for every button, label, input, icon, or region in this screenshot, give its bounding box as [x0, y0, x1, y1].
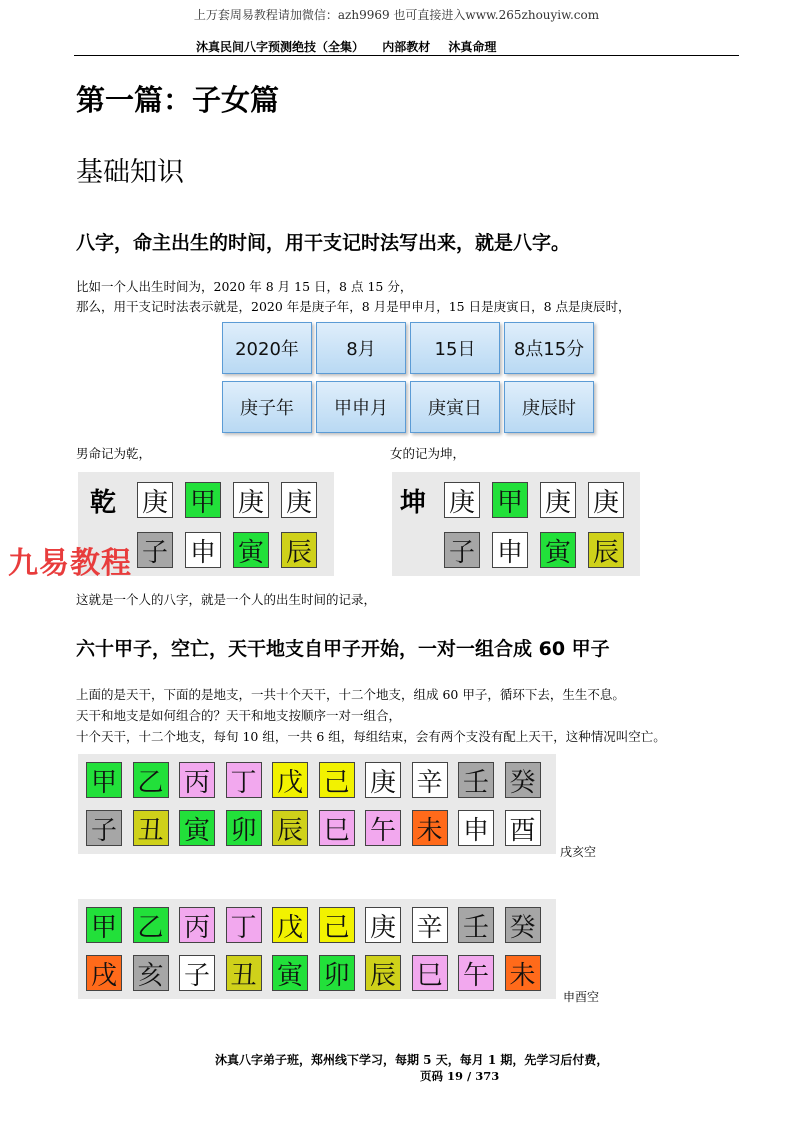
- heading-bazi: 八字，命主出生的时间，用干支记时法写出来，就是八字。: [76, 232, 571, 254]
- male-caption: 男命记为乾，: [76, 446, 152, 461]
- section-title: 基础知识: [76, 157, 184, 188]
- female-caption: 女的记为坤，: [390, 446, 466, 461]
- kun-label: 坤: [400, 488, 427, 518]
- ganzhi-box-day: 庚寅日: [410, 381, 500, 433]
- footer-page-label: 页码: [420, 1069, 443, 1083]
- xun2-void: 申酉空: [563, 990, 600, 1004]
- xun1-stem-cell-4: 戊: [272, 762, 308, 798]
- ganzhi-box-month: 甲申月: [316, 381, 406, 433]
- qian-label: 乾: [90, 488, 117, 518]
- kun-stem-cell-1: 甲: [492, 482, 528, 518]
- ganzhi-box-hour: 庚辰时: [504, 381, 594, 433]
- kun-branch-cell-0: 子: [444, 532, 480, 568]
- xun2-stem-cell-2: 丙: [179, 907, 215, 943]
- heading-sixty-jiazi: 六十甲子，空亡，天干地支自甲子开始，一对一组合成 60 甲子: [76, 638, 610, 660]
- xun2-stem-cell-0: 甲: [86, 907, 122, 943]
- xun2-branch-cell-8: 午: [458, 955, 494, 991]
- xun1-stem-cell-9: 癸: [505, 762, 541, 798]
- header-title: 沐真民间八字预测绝技（全集）: [196, 40, 365, 54]
- header-author: 沐真命理: [448, 40, 497, 54]
- qian-branch-cell-2: 寅: [233, 532, 269, 568]
- kun-stem-cell-0: 庚: [444, 482, 480, 518]
- kun-branch-cell-3: 辰: [588, 532, 624, 568]
- footer-notice: 沐真八字弟子班，郑州线下学习，每期 5 天，每月 1 期，先学习后付费，: [215, 1053, 609, 1067]
- qian-branch-cell-0: 子: [137, 532, 173, 568]
- xun2-stem-cell-3: 丁: [226, 907, 262, 943]
- date-box-month: 8月: [316, 322, 406, 374]
- xun1-stem-cell-5: 己: [319, 762, 355, 798]
- qian-stem-cell-2: 庚: [233, 482, 269, 518]
- xun1-branch-cell-3: 卯: [226, 810, 262, 846]
- qian-stem-cell-3: 庚: [281, 482, 317, 518]
- kun-stem-cell-2: 庚: [540, 482, 576, 518]
- top-note: 上万套周易教程请加微信：azh9969 也可直接进入www.265zhouyiw.com: [193, 8, 600, 22]
- paragraph-line: 上面的是天干，下面的是地支，一共十个天干，十二个地支，组成 60 甲子，循环下去，生生不息。: [76, 687, 625, 702]
- header-tag: 内部教材: [382, 40, 431, 54]
- kun-branch-cell-2: 寅: [540, 532, 576, 568]
- paragraph-line: 这就是一个人的八字，就是一个人的出生时间的记录，: [76, 592, 377, 607]
- xun2-stem-cell-1: 乙: [133, 907, 169, 943]
- xun2-branch-cell-2: 子: [179, 955, 215, 991]
- xun1-stem-cell-3: 丁: [226, 762, 262, 798]
- footer-page: [420, 1068, 499, 1084]
- date-box-day: 15日: [410, 322, 500, 374]
- paragraph-line: 天干和地支是如何组合的？天干和地支按顺序一对一组合，: [76, 708, 402, 723]
- xun1-branch-cell-4: 辰: [272, 810, 308, 846]
- xun1-branch-cell-6: 午: [365, 810, 401, 846]
- qian-stem-cell-1: 甲: [185, 482, 221, 518]
- xun1-stem-cell-7: 辛: [412, 762, 448, 798]
- xun2-stem-cell-6: 庚: [365, 907, 401, 943]
- xun2-branch-cell-6: 辰: [365, 955, 401, 991]
- xun1-branch-cell-9: 酉: [505, 810, 541, 846]
- xun1-branch-cell-1: 丑: [133, 810, 169, 846]
- kun-branch-cell-1: 申: [492, 532, 528, 568]
- page-header: [196, 38, 510, 55]
- xun2-branch-cell-5: 卯: [319, 955, 355, 991]
- xun2-branch-cell-9: 未: [505, 955, 541, 991]
- paragraph-line: 十个天干，十二个地支，每旬 10 组，一共 6 组，每组结束，会有两个支没有配上天干，这种情况叫空亡。: [76, 729, 666, 744]
- chapter-title: 第一篇：子女篇: [76, 83, 280, 117]
- xun1-stem-cell-0: 甲: [86, 762, 122, 798]
- xun1-branch-cell-2: 寅: [179, 810, 215, 846]
- xun1-void: 戌亥空: [560, 845, 597, 859]
- kun-stem-cell-3: 庚: [588, 482, 624, 518]
- xun2-stem-cell-8: 壬: [458, 907, 494, 943]
- paragraph-line: 那么，用干支记时法表示就是，2020 年是庚子年，8 月是甲申月，15 日是庚寅日，8 点是庚辰时，: [76, 299, 631, 314]
- paragraph-line: 比如一个人出生时间为，2020 年 8 月 15 日，8 点 15 分，: [76, 279, 413, 294]
- date-box-year: 2020年: [222, 322, 312, 374]
- xun1-stem-cell-1: 乙: [133, 762, 169, 798]
- xun2-stem-cell-5: 己: [319, 907, 355, 943]
- brand-watermark: 九易教程: [8, 546, 132, 581]
- xun1-branch-cell-7: 未: [412, 810, 448, 846]
- xun1-branch-cell-8: 申: [458, 810, 494, 846]
- xun2-branch-cell-1: 亥: [133, 955, 169, 991]
- xun1-stem-cell-8: 壬: [458, 762, 494, 798]
- xun1-stem-cell-6: 庚: [365, 762, 401, 798]
- qian-stem-cell-0: 庚: [137, 482, 173, 518]
- xun1-branch-cell-0: 子: [86, 810, 122, 846]
- xun2-branch-cell-7: 巳: [412, 955, 448, 991]
- xun2-stem-cell-9: 癸: [505, 907, 541, 943]
- xun2-branch-cell-0: 戌: [86, 955, 122, 991]
- footer-page-number: 19 / 373: [447, 1069, 500, 1083]
- header-rule: [74, 55, 739, 56]
- xun2-branch-cell-3: 丑: [226, 955, 262, 991]
- date-box-hour: 8点15分: [504, 322, 594, 374]
- xun2-stem-cell-7: 辛: [412, 907, 448, 943]
- ganzhi-box-year: 庚子年: [222, 381, 312, 433]
- xun2-stem-cell-4: 戊: [272, 907, 308, 943]
- xun1-stem-cell-2: 丙: [179, 762, 215, 798]
- xun2-branch-cell-4: 寅: [272, 955, 308, 991]
- qian-branch-cell-1: 申: [185, 532, 221, 568]
- qian-branch-cell-3: 辰: [281, 532, 317, 568]
- xun1-branch-cell-5: 巳: [319, 810, 355, 846]
